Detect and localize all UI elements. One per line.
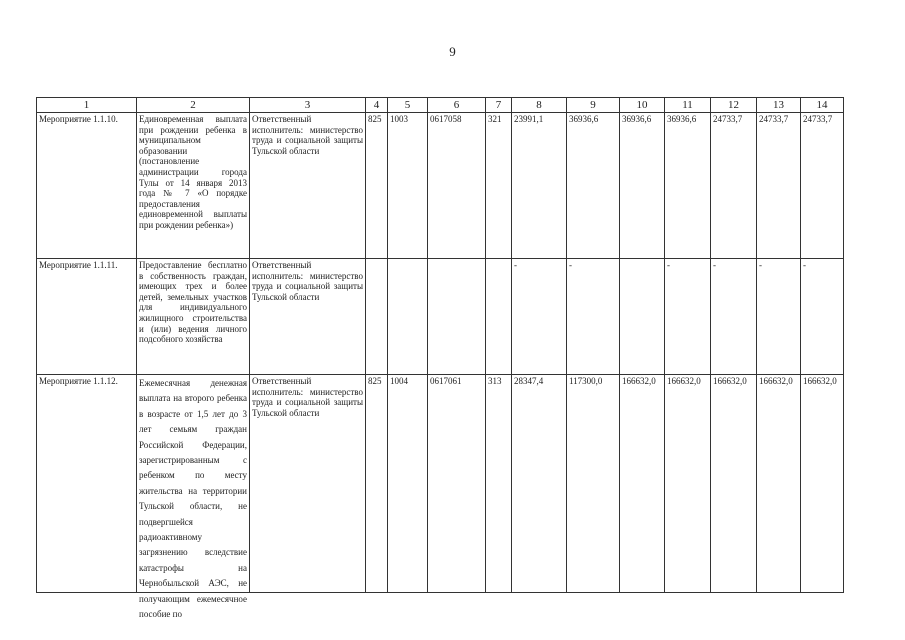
header-cell: 3 — [250, 98, 366, 113]
responsible-executor: Ответственный исполнитель: министерство труда и социальной защиты Тульской области — [250, 375, 366, 593]
header-row — [37, 98, 844, 113]
value-cell: 23991,1 — [512, 113, 567, 259]
value-cell: 1003 — [388, 113, 428, 259]
measure-description: Единовременная выплата при рождении ребенка в муниципальном образовании (постановление администрации города Тулы от 14 января 2013 года № 7 «О порядке предоставления единовременной выплаты при рождении ребенка») — [137, 113, 250, 259]
measure-name: Мероприятие 1.1.11. — [37, 259, 137, 375]
page-number: 9 — [449, 44, 456, 59]
value-cell: 24733,7 — [757, 113, 801, 259]
measure-description-cell — [137, 375, 250, 620]
header-cell: 12 — [711, 98, 757, 113]
header-cell: 14 — [801, 98, 844, 113]
value-cell — [366, 259, 388, 375]
value-cell — [486, 259, 512, 375]
responsible-executor: Ответственный исполнитель: министерство труда и социальной защиты Тульской области — [250, 113, 366, 259]
measure-name: Мероприятие 1.1.10. — [37, 113, 137, 259]
value-cell: 166632,0 — [711, 375, 757, 593]
value-cell: 0617058 — [428, 113, 486, 259]
responsible-executor: Ответственный исполнитель: министерство труда и социальной защиты Тульской области — [250, 259, 366, 375]
measure-name: Мероприятие 1.1.12. — [37, 375, 137, 593]
measure-description: Предоставление бесплатно в собственность граждан, имеющих трех и более детей, земельных участков для индивидуального жилищного строительства и (или) ведения личного подсобного хозяйства — [137, 259, 250, 375]
table-row — [37, 375, 844, 593]
value-cell: 117300,0 — [567, 375, 620, 593]
header-cell: 4 — [366, 98, 388, 113]
value-cell: 0617061 — [428, 375, 486, 593]
value-cell — [620, 259, 665, 375]
value-cell: 825 — [366, 113, 388, 259]
header-cell: 7 — [486, 98, 512, 113]
value-cell: - — [711, 259, 757, 375]
header-cell: 2 — [137, 98, 250, 113]
header-cell: 9 — [567, 98, 620, 113]
header-cell: 13 — [757, 98, 801, 113]
measure-description: Ежемесячная денежная выплата на второго ребенка в возрасте от 1,5 лет до 3 лет семьям граждан Российской Федерации, зарегистрированным с ребенком по месту жительства на территории Тульской области, не подвергшейся радиоактивному загрязнению вследствие катастрофы на Чернобыльской АЭС, не получающим ежемесячное пособие по — [139, 378, 247, 620]
header-cell: 11 — [665, 98, 711, 113]
table-row — [37, 113, 844, 259]
header-cell: 10 — [620, 98, 665, 113]
value-cell: 313 — [486, 375, 512, 593]
value-cell: 166632,0 — [665, 375, 711, 593]
value-cell: - — [512, 259, 567, 375]
value-cell: - — [567, 259, 620, 375]
value-cell: 28347,4 — [512, 375, 567, 593]
value-cell: 24733,7 — [711, 113, 757, 259]
table-row — [37, 259, 844, 375]
value-cell: 1004 — [388, 375, 428, 593]
header-cell: 6 — [428, 98, 486, 113]
value-cell: 166632,0 — [757, 375, 801, 593]
value-cell: 166632,0 — [620, 375, 665, 593]
value-cell — [388, 259, 428, 375]
value-cell: 166632,0 — [801, 375, 844, 593]
budget-table — [36, 97, 844, 620]
header-cell: 8 — [512, 98, 567, 113]
value-cell: 36936,6 — [567, 113, 620, 259]
value-cell: 321 — [486, 113, 512, 259]
value-cell — [428, 259, 486, 375]
value-cell: - — [801, 259, 844, 375]
header-cell: 1 — [37, 98, 137, 113]
value-cell: 825 — [366, 375, 388, 593]
header-cell: 5 — [388, 98, 428, 113]
value-cell: 36936,6 — [665, 113, 711, 259]
value-cell: 24733,7 — [801, 113, 844, 259]
value-cell: 36936,6 — [620, 113, 665, 259]
value-cell: - — [757, 259, 801, 375]
value-cell: - — [665, 259, 711, 375]
